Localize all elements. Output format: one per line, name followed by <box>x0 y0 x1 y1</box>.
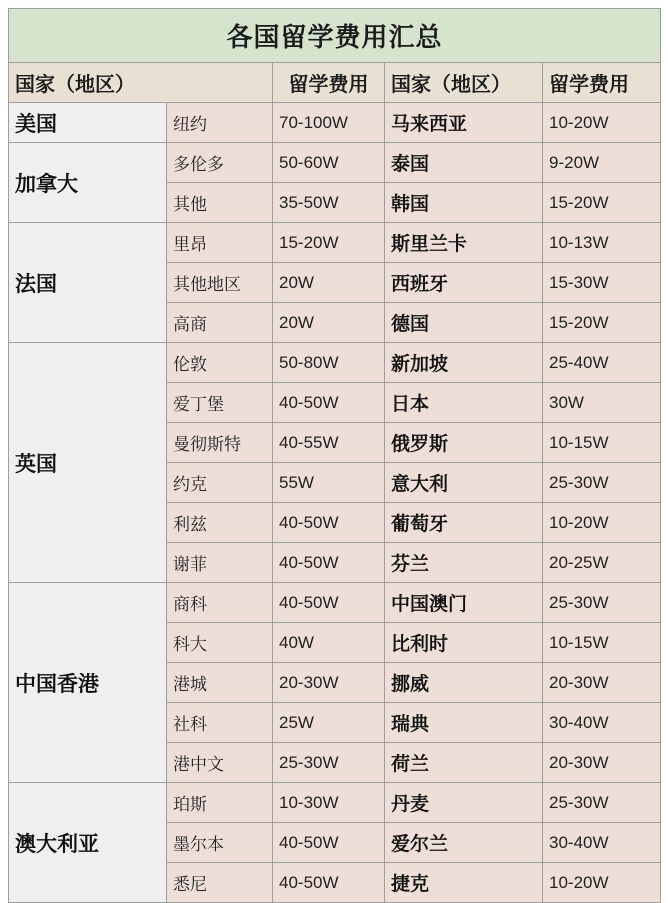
table-header-row <box>9 63 661 103</box>
left-fee: 25-30W <box>273 743 385 783</box>
right-country: 意大利 <box>385 463 543 503</box>
left-city: 利兹 <box>167 503 273 543</box>
right-fee: 25-30W <box>543 583 661 623</box>
right-country: 比利时 <box>385 623 543 663</box>
right-country: 捷克 <box>385 863 543 903</box>
right-country: 斯里兰卡 <box>385 223 543 263</box>
left-fee: 20-30W <box>273 663 385 703</box>
left-city: 社科 <box>167 703 273 743</box>
left-fee: 20W <box>273 263 385 303</box>
header-country-left: 国家（地区） <box>9 63 273 103</box>
table-row <box>9 143 661 183</box>
right-country: 德国 <box>385 303 543 343</box>
table-title-row <box>9 9 661 63</box>
left-fee: 40-55W <box>273 423 385 463</box>
left-city: 纽约 <box>167 103 273 143</box>
left-fee: 20W <box>273 303 385 343</box>
left-fee: 10-30W <box>273 783 385 823</box>
right-fee: 9-20W <box>543 143 661 183</box>
right-fee: 15-20W <box>543 303 661 343</box>
left-city: 墨尔本 <box>167 823 273 863</box>
left-fee: 40W <box>273 623 385 663</box>
right-country: 挪威 <box>385 663 543 703</box>
table-row <box>9 783 661 823</box>
left-fee: 40-50W <box>273 863 385 903</box>
right-fee: 30-40W <box>543 823 661 863</box>
left-city: 伦敦 <box>167 343 273 383</box>
left-fee: 50-60W <box>273 143 385 183</box>
right-fee: 20-30W <box>543 743 661 783</box>
left-city: 多伦多 <box>167 143 273 183</box>
left-city: 约克 <box>167 463 273 503</box>
left-city: 里昂 <box>167 223 273 263</box>
right-country: 瑞典 <box>385 703 543 743</box>
right-fee: 10-15W <box>543 623 661 663</box>
right-fee: 10-15W <box>543 423 661 463</box>
table-row <box>9 583 661 623</box>
left-fee: 55W <box>273 463 385 503</box>
right-country: 新加坡 <box>385 343 543 383</box>
right-fee: 10-20W <box>543 103 661 143</box>
right-country: 爱尔兰 <box>385 823 543 863</box>
right-fee: 15-30W <box>543 263 661 303</box>
right-country: 泰国 <box>385 143 543 183</box>
left-city: 爱丁堡 <box>167 383 273 423</box>
right-fee: 10-13W <box>543 223 661 263</box>
left-fee: 40-50W <box>273 503 385 543</box>
table-row <box>9 343 661 383</box>
header-fee-right: 留学费用 <box>543 63 661 103</box>
left-city: 高商 <box>167 303 273 343</box>
left-fee: 40-50W <box>273 543 385 583</box>
left-fee: 40-50W <box>273 583 385 623</box>
header-country-right: 国家（地区） <box>385 63 543 103</box>
right-country: 葡萄牙 <box>385 503 543 543</box>
right-country: 韩国 <box>385 183 543 223</box>
left-city: 港中文 <box>167 743 273 783</box>
right-fee: 20-30W <box>543 663 661 703</box>
left-fee: 35-50W <box>273 183 385 223</box>
left-city: 港城 <box>167 663 273 703</box>
left-country: 法国 <box>9 223 167 343</box>
right-country: 丹麦 <box>385 783 543 823</box>
left-city: 商科 <box>167 583 273 623</box>
left-fee: 50-80W <box>273 343 385 383</box>
right-fee: 30W <box>543 383 661 423</box>
left-city: 悉尼 <box>167 863 273 903</box>
page-title: 各国留学费用汇总 <box>9 9 661 63</box>
right-country: 俄罗斯 <box>385 423 543 463</box>
right-country: 中国澳门 <box>385 583 543 623</box>
right-country: 马来西亚 <box>385 103 543 143</box>
right-fee: 20-25W <box>543 543 661 583</box>
left-fee: 40-50W <box>273 823 385 863</box>
left-city: 其他地区 <box>167 263 273 303</box>
left-country: 加拿大 <box>9 143 167 223</box>
left-city: 曼彻斯特 <box>167 423 273 463</box>
right-fee: 30-40W <box>543 703 661 743</box>
right-country: 西班牙 <box>385 263 543 303</box>
table-row <box>9 103 661 143</box>
right-country: 荷兰 <box>385 743 543 783</box>
left-city: 谢菲 <box>167 543 273 583</box>
left-fee: 15-20W <box>273 223 385 263</box>
right-fee: 10-20W <box>543 503 661 543</box>
study-abroad-cost-table <box>8 8 661 903</box>
left-country: 美国 <box>9 103 167 143</box>
cost-table-container <box>8 8 660 903</box>
left-city: 其他 <box>167 183 273 223</box>
left-country: 澳大利亚 <box>9 783 167 903</box>
left-country: 中国香港 <box>9 583 167 783</box>
right-fee: 25-40W <box>543 343 661 383</box>
right-fee: 25-30W <box>543 783 661 823</box>
header-fee-left: 留学费用 <box>273 63 385 103</box>
left-country: 英国 <box>9 343 167 583</box>
left-city: 珀斯 <box>167 783 273 823</box>
right-country: 日本 <box>385 383 543 423</box>
right-fee: 15-20W <box>543 183 661 223</box>
table-row <box>9 223 661 263</box>
right-fee: 10-20W <box>543 863 661 903</box>
right-country: 芬兰 <box>385 543 543 583</box>
left-fee: 40-50W <box>273 383 385 423</box>
left-city: 科大 <box>167 623 273 663</box>
left-fee: 70-100W <box>273 103 385 143</box>
left-fee: 25W <box>273 703 385 743</box>
right-fee: 25-30W <box>543 463 661 503</box>
